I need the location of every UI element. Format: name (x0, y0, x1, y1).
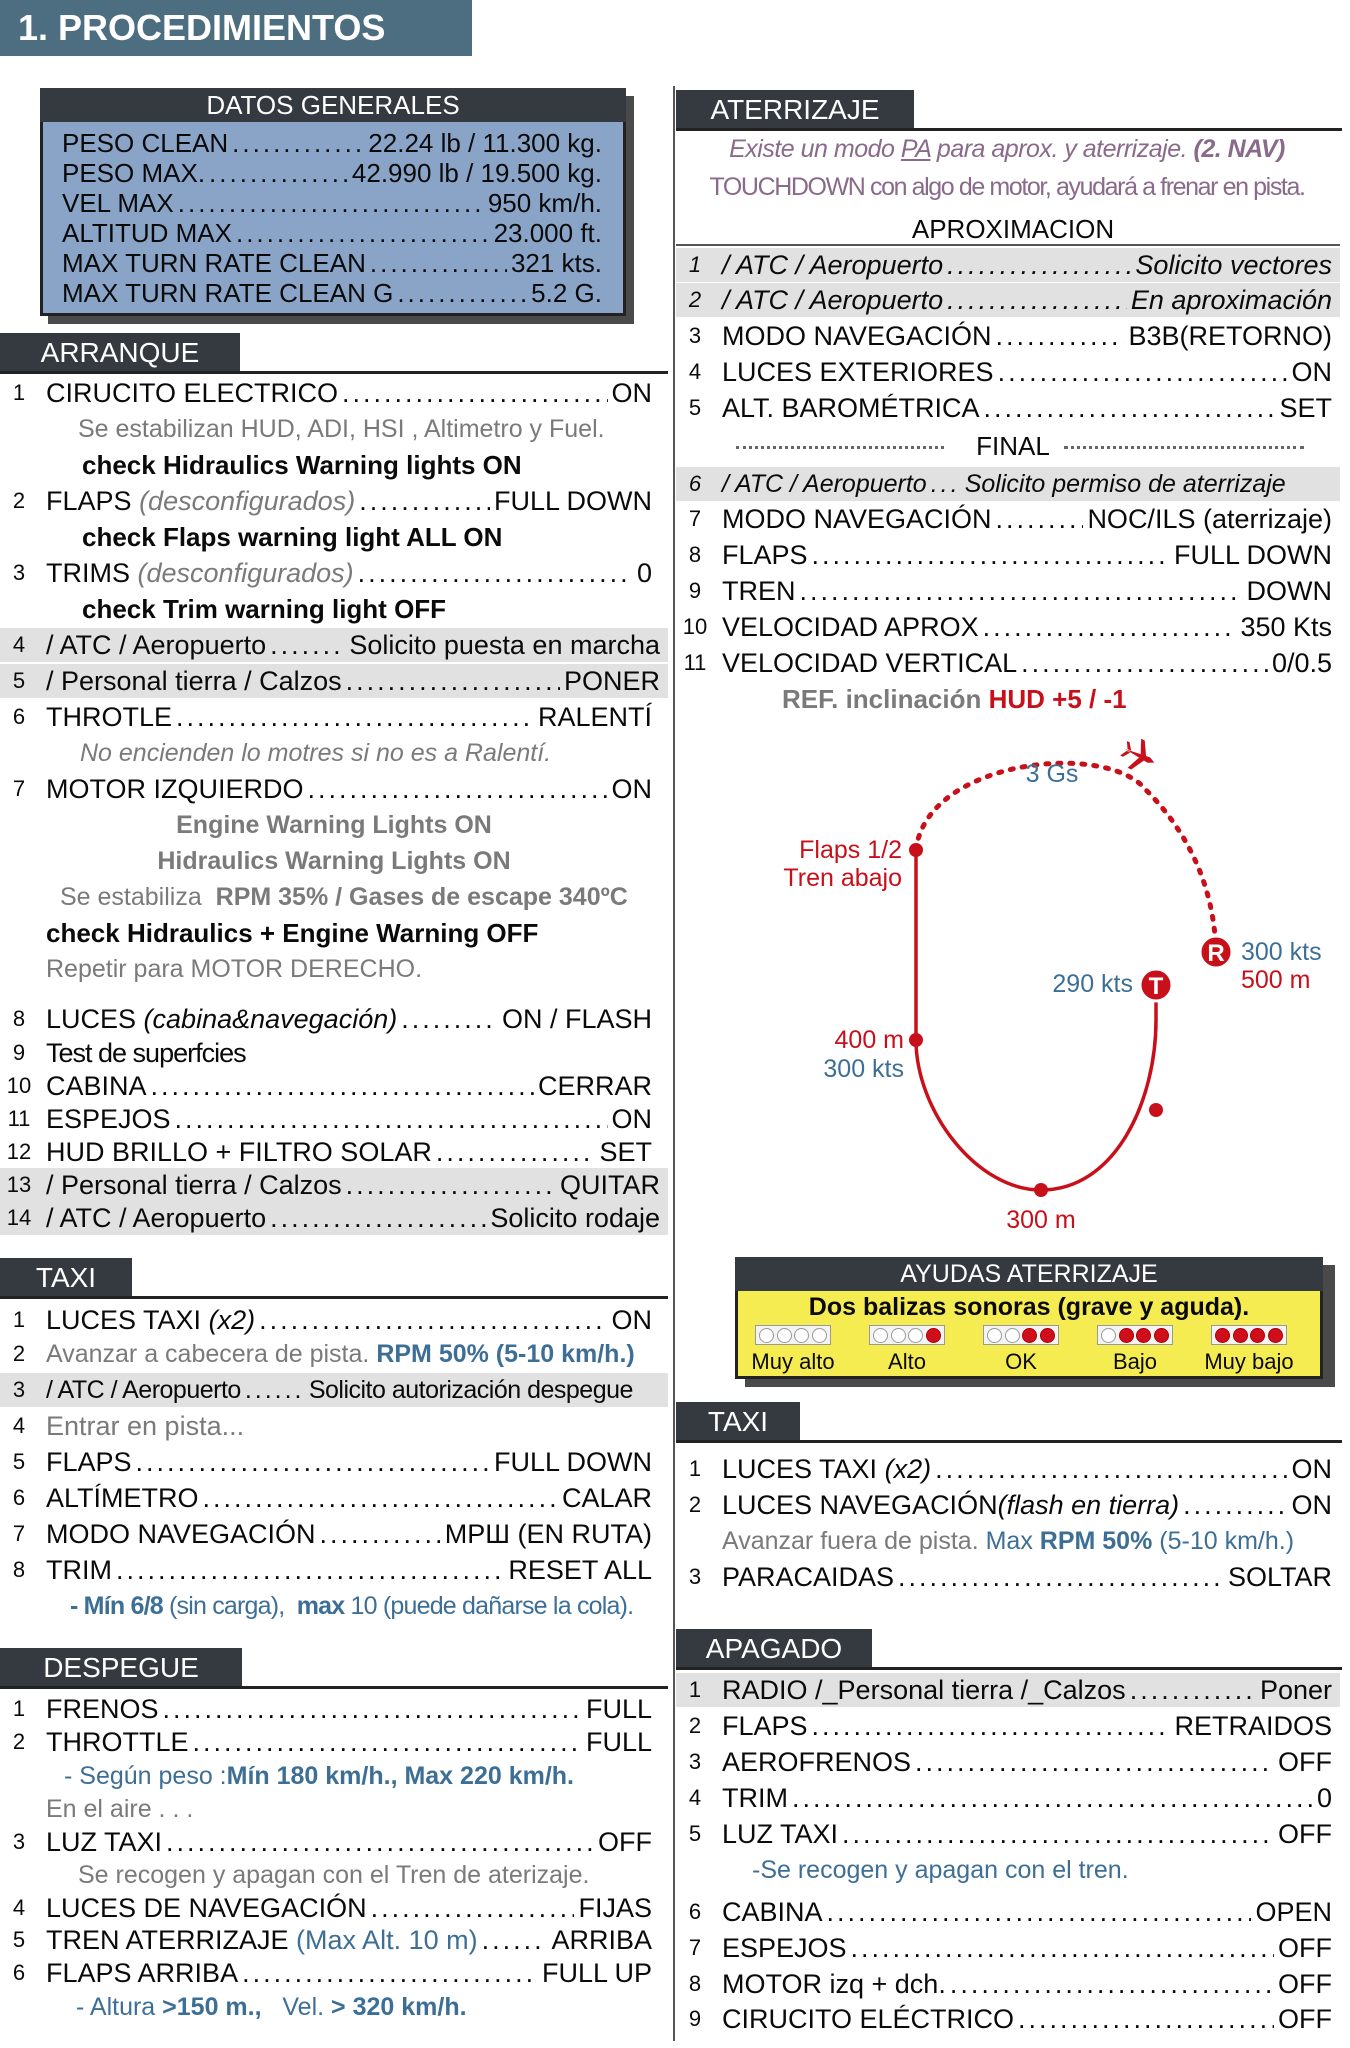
beacon-lamps (983, 1325, 1059, 1345)
check-note: check Hidraulics Warning lights ON (82, 450, 522, 480)
beacon-indicator (869, 1325, 945, 1374)
section-header-despegue: DESPEGUE (0, 1648, 242, 1688)
list-item: 7 MODO NAVEGACIÓN ..... NOC/ILS (aterrizaje) (676, 502, 1340, 536)
airplane-icon (1117, 734, 1161, 777)
beacon-label: Muy bajo (1204, 1349, 1294, 1374)
ref-inclinacion: REF. inclinación HUD +5 / -1 (782, 684, 1127, 714)
list-item: 9 Test de superfcies (12, 1038, 246, 1068)
list-item: 5 LUZ TAXI ..... OFF (676, 1817, 1340, 1851)
beacon-lamps (869, 1325, 945, 1345)
note: No encienden lo motres si no es a Ralentí. (80, 739, 552, 767)
beacon-lamp (1040, 1328, 1055, 1343)
beacon-lamp (873, 1328, 888, 1343)
section-header-arranque: ARRANQUE (0, 333, 240, 373)
label-r-dist: 500 m (1241, 966, 1311, 994)
list-item: 10 CABINA ..... CERRAR (0, 1069, 660, 1103)
datos-generales-title: DATOS GENERALES (40, 88, 626, 122)
list-item: 6 CABINA ..... OPEN (676, 1895, 1340, 1929)
beacon-indicator (751, 1325, 835, 1374)
list-item: 2 FLAPS (desconfigurados) ..... FULL DOWN (0, 484, 660, 518)
section-header-taxi-right: TAXI (676, 1402, 800, 1442)
beacon-lamp (777, 1328, 792, 1343)
check-note: check Flaps warning light ALL ON (82, 522, 503, 552)
list-item: 11 VELOCIDAD VERTICAL ..... 0/0.5 (676, 646, 1340, 680)
beacon-lamp (987, 1328, 1002, 1343)
beacon-lamp (1022, 1328, 1037, 1343)
beacon-lamp (926, 1328, 941, 1343)
dg-label: PESO MAX. (62, 158, 206, 188)
left-column (0, 0, 668, 2048)
note: - Según peso :Mín 180 km/h., Max 220 km/h. (64, 1762, 574, 1790)
badge-r-label: R (1207, 940, 1225, 967)
landing-circuit-diagram (676, 720, 1350, 1240)
beacon-indicator (1097, 1325, 1173, 1374)
label-t-speed: 290 kts (1052, 970, 1133, 998)
label-tren: Tren abajo (783, 864, 902, 892)
label-bottom: 300 m (1006, 1206, 1076, 1234)
circuit-dotted-path (916, 763, 1216, 958)
list-item: 2 Avanzar a cabecera de pista. RPM 50% (5-10 km/h.) (12, 1340, 635, 1368)
section-underline (0, 1686, 668, 1689)
dg-value: 22.24 lb / 11.300 kg. (368, 128, 602, 158)
page-title: 1. PROCEDIMIENTOS (0, 0, 472, 56)
list-item: 1 LUCES TAXI (x2) ..... ON (0, 1303, 660, 1337)
circuit-solid-path (916, 850, 1156, 1190)
marker-400m (909, 1033, 923, 1047)
dg-value: 42.990 lb / 19.500 kg. (351, 158, 602, 188)
list-item: 1 / ATC / Aeropuerto ..... Solicito vectores (676, 248, 1340, 282)
list-item: 5 / Personal tierra / Calzos ..... PONER (0, 664, 668, 698)
section-underline (676, 128, 1342, 131)
list-item: 8 LUCES (cabina&navegación) ..... ON / FLASH (0, 1002, 660, 1036)
marker-right (1149, 1103, 1163, 1117)
list-item: 11 ESPEJOS ..... ON (0, 1102, 660, 1136)
dg-label: VEL MAX (62, 188, 174, 218)
list-item: 3 / ATC / Aeropuerto ..... Solicito autorización despegue (0, 1373, 668, 1407)
list-item: 2 LUCES NAVEGACIÓN (flash en tierra) ..... ON (676, 1488, 1340, 1522)
badge-t (1140, 969, 1172, 1001)
sub-header-aproximacion: APROXIMACION (911, 214, 1115, 244)
label-gs: 3 Gs (1025, 760, 1079, 788)
beacon-lamp (908, 1328, 923, 1343)
beacon-indicator (983, 1325, 1059, 1374)
list-item: 5 TREN ATERRIZAJE (Max Alt. 10 m) ..... ARRIBA (0, 1923, 660, 1957)
beacon-lamp (1101, 1328, 1116, 1343)
divider-dotted (1064, 446, 1304, 449)
label-flaps: Flaps 1/2 (799, 836, 902, 864)
badge-t-label: T (1148, 973, 1164, 1000)
dg-label: PESO CLEAN (62, 128, 229, 158)
list-item: 7 MOTOR IZQUIERDO ..... ON (0, 772, 660, 806)
list-item: 4 TRIM ..... 0 (676, 1781, 1340, 1815)
list-item: 8 MOTOR izq + dch. ..... OFF (676, 1967, 1340, 2001)
list-item: 5 ALT. BAROMÉTRICA ..... SET (676, 391, 1340, 425)
dg-value: 321 kts. (510, 248, 602, 278)
marker-flaps (909, 843, 923, 857)
list-item: 4 LUCES EXTERIORES ..... ON (676, 355, 1340, 389)
list-item: 1 LUCES TAXI (x2) ..... ON (676, 1452, 1340, 1486)
list-item: 9 CIRUCITO ELÉCTRICO ..... OFF (676, 2002, 1340, 2036)
note: Engine Warning Lights ON (176, 811, 492, 839)
list-item: 6 FLAPS ARRIBA ..... FULL UP (0, 1956, 660, 1990)
dg-value: 23.000 ft. (493, 218, 602, 248)
beacon-lamp (891, 1328, 906, 1343)
beacon-indicator (1204, 1325, 1294, 1374)
section-underline (0, 1296, 668, 1299)
note: Hidraulics Warning Lights ON (157, 847, 511, 875)
list-item: 1 FRENOS ..... FULL (0, 1692, 660, 1726)
label-w-speed: 300 kts (823, 1055, 904, 1083)
divider (676, 244, 1340, 246)
beacon-lamp (1233, 1328, 1248, 1343)
note: Repetir para MOTOR DERECHO. (46, 955, 423, 983)
section-underline (0, 371, 668, 374)
beacon-label: Bajo (1112, 1349, 1158, 1374)
list-item: 12 HUD BRILLO + FILTRO SOLAR ..... SET (0, 1135, 660, 1169)
beacon-lamp (1005, 1328, 1020, 1343)
section-header-taxi: TAXI (0, 1258, 132, 1298)
list-item: 4 LUCES DE NAVEGACIÓN ..... FIJAS (0, 1891, 660, 1925)
beacon-label: Muy alto (751, 1349, 835, 1374)
list-item: 13 / Personal tierra / Calzos ..... QUITAR (0, 1168, 668, 1202)
list-item: 9 TREN ..... DOWN (676, 574, 1340, 608)
list-item: 8 TRIM ..... RESET ALL (0, 1553, 660, 1587)
dg-label: ALTITUD MAX (62, 218, 232, 248)
ayudas-levels (745, 1325, 1315, 1377)
list-item: 2 FLAPS ..... RETRAIDOS (676, 1709, 1340, 1743)
beacon-lamp (794, 1328, 809, 1343)
beacon-label: Alto (888, 1349, 926, 1374)
note: En el aire . . . (46, 1795, 194, 1823)
note: Se estabiliza RPM 35% / Gases de escape 340ºC (60, 883, 628, 911)
list-item: 2 / ATC / Aeropuerto ..... En aproximación (676, 283, 1340, 317)
note: Se estabilizan HUD, ADI, HSI , Altimetro y Fuel. (78, 415, 605, 443)
beacon-lamp (1250, 1328, 1265, 1343)
ayudas-subtitle: Dos balizas sonoras (grave y aguda). (808, 1293, 1250, 1321)
label-w-dist: 400 m (834, 1026, 904, 1054)
info-line: Existe un modo PA para aprox. y aterrizaje. (2. NAV) (729, 135, 1285, 163)
list-item: 1 CIRUCITO ELECTRICO ..... ON (0, 376, 660, 410)
list-item: 5 FLAPS ..... FULL DOWN (0, 1445, 660, 1479)
list-item: 7 MODO NAVEGACIÓN ..... МРШ (EN RUTA) (0, 1517, 660, 1551)
beacon-lamps (1211, 1325, 1287, 1345)
check-note: check Hidraulics + Engine Warning OFF (46, 918, 539, 948)
list-item: 6 / ATC / Aeropuerto ..... Solicito permiso de aterrizaje (676, 467, 1340, 501)
note: - Mín 6/8 (sin carga), max 10 (puede dañarse la cola). (70, 1592, 634, 1620)
info-line: TOUCHDOWN con algo de motor, ayudará a frenar en pista. (709, 173, 1305, 201)
list-item: 6 ALTÍMETRO ..... CALAR (0, 1481, 660, 1515)
note: Avanzar fuera de pista. Max RPM 50% (5-10 km/h.) (722, 1527, 1295, 1555)
beacon-label: OK (1005, 1349, 1037, 1374)
beacon-lamp (1215, 1328, 1230, 1343)
list-item: 8 FLAPS ..... FULL DOWN (676, 538, 1340, 572)
beacon-lamps (1097, 1325, 1173, 1345)
list-item: 10 VELOCIDAD APROX ..... 350 Kts (676, 610, 1340, 644)
list-item: 3 TRIMS (desconfigurados) ..... 0 (0, 556, 660, 590)
dg-label: MAX TURN RATE CLEAN G (62, 278, 394, 308)
list-item: 7 ESPEJOS ..... OFF (676, 1931, 1340, 1965)
beacon-lamp (1268, 1328, 1283, 1343)
beacon-lamp (1136, 1328, 1151, 1343)
list-item: 1 RADIO /_Personal tierra /_Calzos ..... Poner (676, 1673, 1340, 1707)
list-item: 14 / ATC / Aeropuerto ..... Solicito rodaje (0, 1201, 668, 1235)
beacon-lamp (1119, 1328, 1134, 1343)
list-item: 4 / ATC / Aeropuerto ..... Solicito puesta en marcha (0, 628, 668, 662)
beacon-lamp (812, 1328, 827, 1343)
dg-value: 950 km/h. (487, 188, 602, 218)
beacon-lamps (755, 1325, 831, 1345)
list-item: 3 AEROFRENOS ..... OFF (676, 1745, 1340, 1779)
list-item: 2 THROTTLE ..... FULL (0, 1725, 660, 1759)
list-item: 3 MODO NAVEGACIÓN ..... B3B(RETORNO) (676, 319, 1340, 353)
list-item: 6 THROTLE ..... RALENTÍ (0, 700, 660, 734)
check-note: check Trim warning light OFF (82, 594, 447, 624)
section-header-apagado: APAGADO (676, 1629, 872, 1669)
sub-header-final: FINAL (976, 431, 1050, 461)
list-item: 3 PARACAIDAS ..... SOLTAR (676, 1560, 1340, 1594)
beacon-lamp (1154, 1328, 1169, 1343)
list-item: 4 Entrar en pista... (12, 1411, 245, 1441)
column-divider (673, 86, 675, 2041)
badge-r (1200, 936, 1232, 968)
note: -Se recogen y apagan con el tren. (752, 1856, 1129, 1884)
note: - Altura >150 m., Vel. > 320 km/h. (76, 1993, 467, 2021)
note: Se recogen y apagan con el Tren de aterizaje. (78, 1861, 590, 1889)
marker-bottom (1034, 1183, 1048, 1197)
dg-label: MAX TURN RATE CLEAN (62, 248, 366, 278)
dg-value: 5.2 G. (531, 278, 602, 308)
label-r-speed: 300 kts (1241, 938, 1322, 966)
beacon-lamp (759, 1328, 774, 1343)
ayudas-title: AYUDAS ATERRIZAJE (735, 1257, 1323, 1291)
list-item: 3 LUZ TAXI ..... OFF (0, 1825, 660, 1859)
section-header-aterrizaje: ATERRIZAJE (676, 90, 914, 130)
